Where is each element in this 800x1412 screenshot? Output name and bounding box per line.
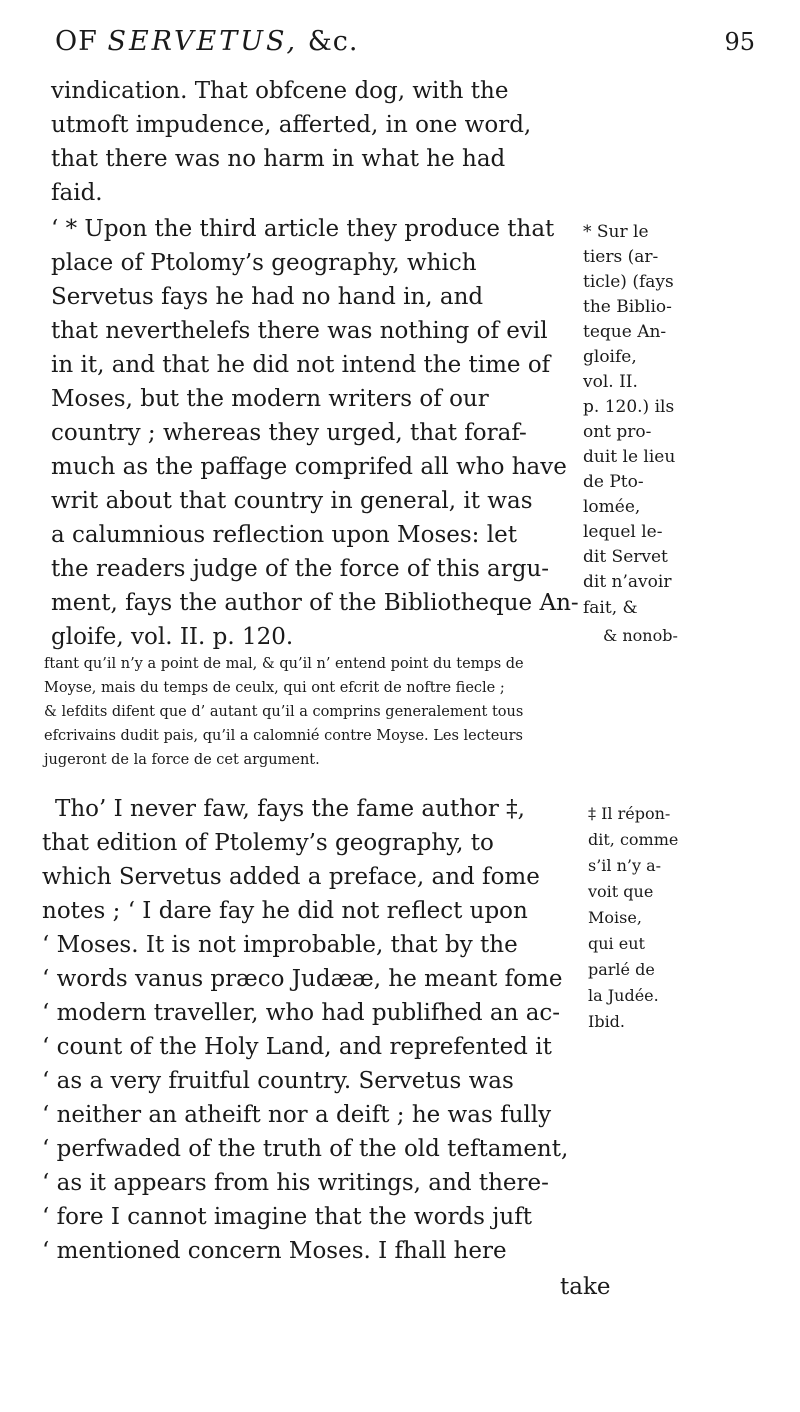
body-line: country ; whereas they urged, that foraf- (51, 420, 527, 446)
body-line: Servetus fays he had no hand in, and (51, 284, 484, 310)
margin-note: * Sur le (583, 222, 649, 242)
body-line: ‘ perfwaded of the truth of the old teftament, (42, 1136, 569, 1162)
body-line: ‘ * Upon the third article they produce that (51, 216, 555, 242)
margin-note: fait, & (583, 598, 638, 618)
margin-note: la Judée. (588, 986, 659, 1005)
margin-note: teque An- (583, 322, 667, 342)
margin-note: de Pto- (583, 472, 644, 492)
page-number: 95 (724, 28, 755, 56)
body-line: faid. (51, 180, 103, 206)
margin-note: dit n’avoir (583, 572, 672, 592)
running-title: OF SERVETUS, &c. (55, 26, 359, 57)
body-line: which Servetus added a preface, and fome (42, 864, 540, 890)
margin-note: the Biblio- (583, 297, 672, 317)
margin-note: ‡ Il répon- (588, 804, 671, 823)
body-line: ‘ count of the Holy Land, and reprefented it (42, 1034, 552, 1060)
margin-note: lomée, (583, 497, 641, 517)
running-header (55, 26, 755, 66)
catchword: take (560, 1274, 611, 1300)
body-line: ‘ neither an atheift nor a deift ; he was fully (42, 1102, 552, 1128)
margin-note: s’il n’y a- (588, 856, 662, 875)
body-line: notes ; ‘ I dare fay he did not reflect upon (42, 898, 528, 924)
body-line: in it, and that he did not intend the time of (51, 352, 551, 378)
margin-note: dit, comme (588, 830, 679, 849)
body-line: writ about that country in general, it was (51, 488, 533, 514)
body-line: ‘ as a very fruitful country. Servetus was (42, 1068, 514, 1094)
margin-note: tiers (ar- (583, 247, 659, 267)
margin-note: Moise, (588, 908, 642, 927)
body-line: ‘ fore I cannot imagine that the words juft (42, 1204, 532, 1230)
body-line: ‘ Moses. It is not improbable, that by the (42, 932, 518, 958)
margin-note: Ibid. (588, 1012, 626, 1031)
body-line: Tho’ I never faw, fays the fame author ‡, (55, 796, 525, 822)
body-line: ‘ words vanus præco Judææ, he meant fome (42, 966, 563, 992)
body-line: utmoft impudence, afferted, in one word, (51, 112, 532, 138)
margin-note: ont pro- (583, 422, 652, 442)
body-line: Moses, but the modern writers of our (51, 386, 489, 412)
body-line: that neverthelefs there was nothing of evil (51, 318, 548, 344)
margin-note: & nonob- (603, 626, 678, 645)
footnote-line: efcrivains dudit pais, qu’il a calomnié contre Moyse. Les lecteurs (44, 728, 523, 744)
body-line: ‘ mentioned concern Moses. I fhall here (42, 1238, 507, 1264)
body-line: gloife, vol. II. p. 120. (51, 624, 294, 650)
margin-note: dit Servet (583, 547, 668, 567)
footnote-line: ftant qu’il n’y a point de mal, & qu’il n’ entend point du temps de (44, 656, 524, 672)
margin-note: lequel le- (583, 522, 663, 542)
margin-note: gloife, (583, 347, 637, 367)
margin-note: parlé de (588, 960, 655, 979)
body-line: that there was no harm in what he had (51, 146, 506, 172)
body-line: place of Ptolomy’s geography, which (51, 250, 477, 276)
body-line: that edition of Ptolemy’s geography, to (42, 830, 494, 856)
body-line: vindication. That obfcene dog, with the (51, 78, 509, 104)
body-line: ment, fays the author of the Bibliotheque An- (51, 590, 579, 616)
footnote-line: jugeront de la force de cet argument. (44, 752, 320, 768)
margin-note: qui eut (588, 934, 645, 953)
footnote-line: & lefdits difent que d’ autant qu’il a comprins generalement tous (44, 704, 524, 720)
footnote-line: Moyse, mais du temps de ceulx, qui ont efcrit de noftre fiecle ; (44, 680, 505, 696)
margin-note: duit le lieu (583, 447, 676, 467)
body-line: the readers judge of the force of this argu- (51, 556, 550, 582)
margin-note: voit que (588, 882, 654, 901)
body-line: ‘ modern traveller, who had publifhed an ac- (42, 1000, 561, 1026)
margin-note: p. 120.) ils (583, 397, 675, 417)
body-line: ‘ as it appears from his writings, and there- (42, 1170, 549, 1196)
body-line: much as the paffage comprifed all who have (51, 454, 567, 480)
margin-note: ticle) (fays (583, 272, 674, 292)
body-line: a calumnious reflection upon Moses: let (51, 522, 517, 548)
margin-note: vol. II. (583, 372, 638, 392)
